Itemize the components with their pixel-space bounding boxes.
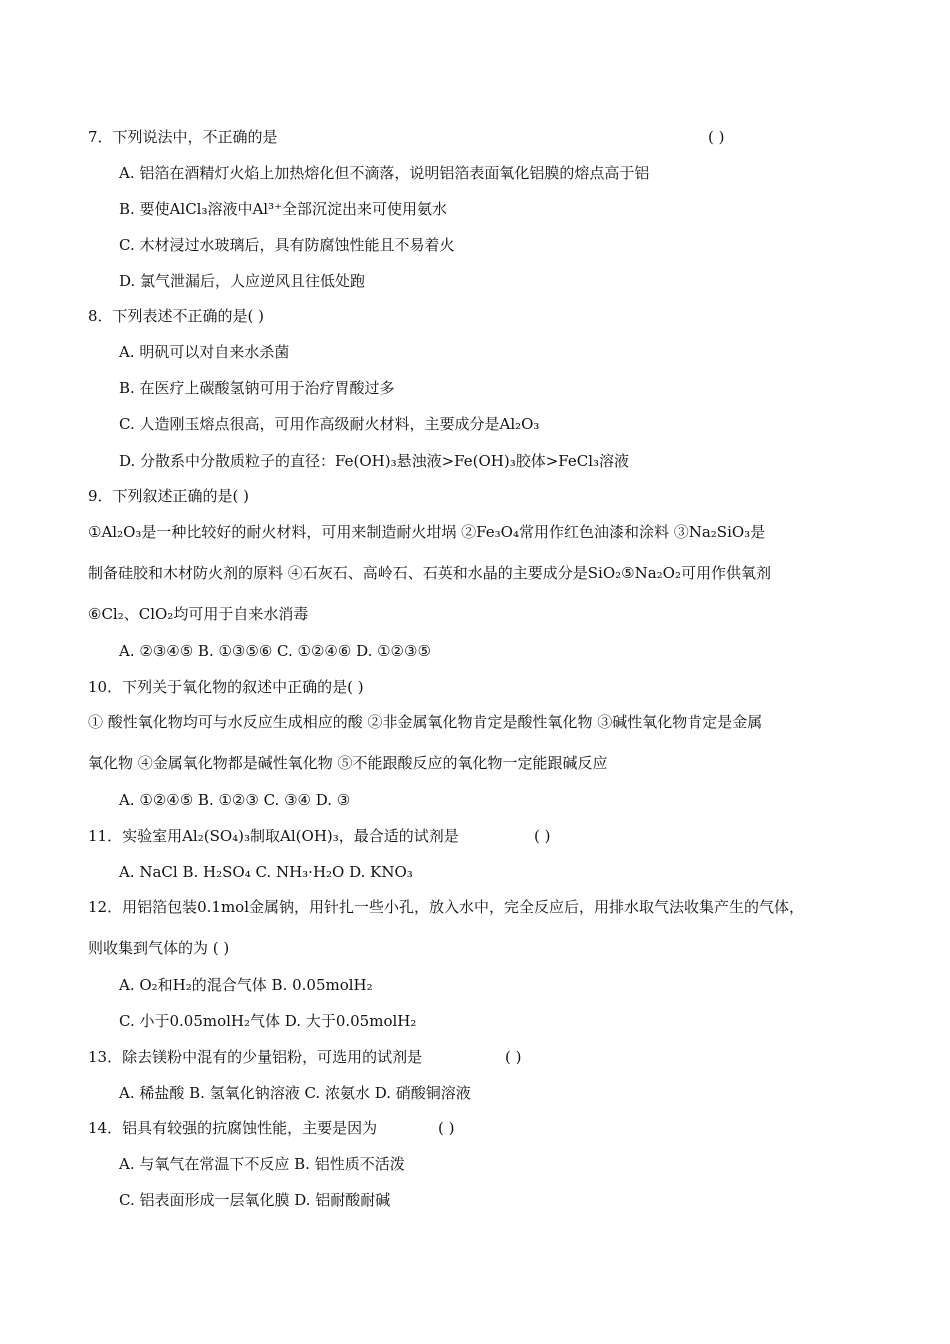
question-7-option-d: D. 氯气泄漏后，人应逆风且往低处跑 [119, 272, 366, 290]
question-12-stem-line: 则收集到气体的为 ( ) [88, 939, 230, 957]
question-8-option-b: B. 在医疗上碳酸氢钠可用于治疗胃酸过多 [119, 379, 395, 397]
question-13-options: A. 稀盐酸 B. 氢氧化钠溶液 C. 浓氨水 D. 硝酸铜溶液 [119, 1084, 471, 1102]
question-14-answer-blank: ( ) [438, 1119, 455, 1137]
question-11-options: A. NaCl B. H₂SO₄ C. NH₃·H₂O D. KNO₃ [119, 863, 413, 881]
question-10-options: A. ①②④⑤ B. ①②③ C. ③④ D. ③ [119, 791, 351, 809]
question-8-option-a: A. 明矾可以对自来水杀菌 [119, 343, 290, 361]
question-9-statement-line: ①Al₂O₃是一种比较好的耐火材料，可用来制造耐火坩埚 ②Fe₃O₄常用作红色油漆和涂料 ③Na₂SiO₃是 [88, 523, 766, 541]
question-12-options-row: A. O₂和H₂的混合气体 B. 0.05molH₂ [119, 976, 373, 994]
question-10-stem: 10．下列关于氧化物的叙述中正确的是( ) [88, 678, 364, 696]
question-10-statement-line: ① 酸性氧化物均可与水反应生成相应的酸 ②非金属氧化物肯定是酸性氧化物 ③碱性氧化物肯定是金属 [88, 713, 763, 731]
question-12-stem-line: 12．用铝箔包装0.1mol金属钠，用针扎一些小孔，放入水中，完全反应后，用排水取气法收集产生的气体， [88, 898, 804, 916]
question-7-stem: 7．下列说法中，不正确的是 [88, 128, 278, 146]
question-7-option-b: B. 要使AlCl₃溶液中Al³⁺全部沉淀出来可使用氨水 [119, 200, 448, 218]
question-9-statement-line: ⑥Cl₂、ClO₂均可用于自来水消毒 [88, 605, 309, 623]
question-14-stem: 14．铝具有较强的抗腐蚀性能，主要是因为 [88, 1119, 378, 1137]
question-11-answer-blank: ( ) [534, 827, 551, 845]
question-9-options: A. ②③④⑤ B. ①③⑤⑥ C. ①②④⑥ D. ①②③⑤ [119, 642, 431, 660]
question-13-stem: 13．除去镁粉中混有的少量铝粉，可选用的试剂是 [88, 1048, 423, 1066]
question-7-option-c: C. 木材浸过水玻璃后，具有防腐蚀性能且不易着火 [119, 236, 455, 254]
question-9-stem: 9．下列叙述正确的是( ) [88, 487, 250, 505]
question-9-statement-line: 制备硅胶和木材防火剂的原料 ④石灰石、高岭石、石英和水晶的主要成分是SiO₂⑤Na₂O₂可用作供氧剂 [88, 564, 771, 582]
question-13-answer-blank: ( ) [505, 1048, 522, 1066]
question-11-stem: 11．实验室用Al₂(SO₄)₃制取Al(OH)₃，最合适的试剂是 [88, 827, 459, 845]
question-14-options-row: C. 铝表面形成一层氧化膜 D. 铝耐酸耐碱 [119, 1191, 391, 1209]
question-14-options-row: A. 与氧气在常温下不反应 B. 铝性质不活泼 [119, 1155, 405, 1173]
question-7-answer-blank: ( ) [708, 128, 725, 146]
question-10-statement-line: 氧化物 ④金属氧化物都是碱性氧化物 ⑤不能跟酸反应的氧化物一定能跟碱反应 [88, 754, 608, 772]
question-8-option-d: D. 分散系中分散质粒子的直径：Fe(OH)₃悬浊液>Fe(OH)₃胶体>FeCl₃溶液 [119, 452, 630, 470]
question-8-stem: 8．下列表述不正确的是( ) [88, 307, 265, 325]
question-8-option-c: C. 人造刚玉熔点很高，可用作高级耐火材料，主要成分是Al₂O₃ [119, 415, 540, 433]
question-7-option-a: A. 铝箔在酒精灯火焰上加热熔化但不滴落，说明铝箔表面氧化铝膜的熔点高于铝 [119, 164, 650, 182]
question-12-options-row: C. 小于0.05molH₂气体 D. 大于0.05molH₂ [119, 1012, 417, 1030]
